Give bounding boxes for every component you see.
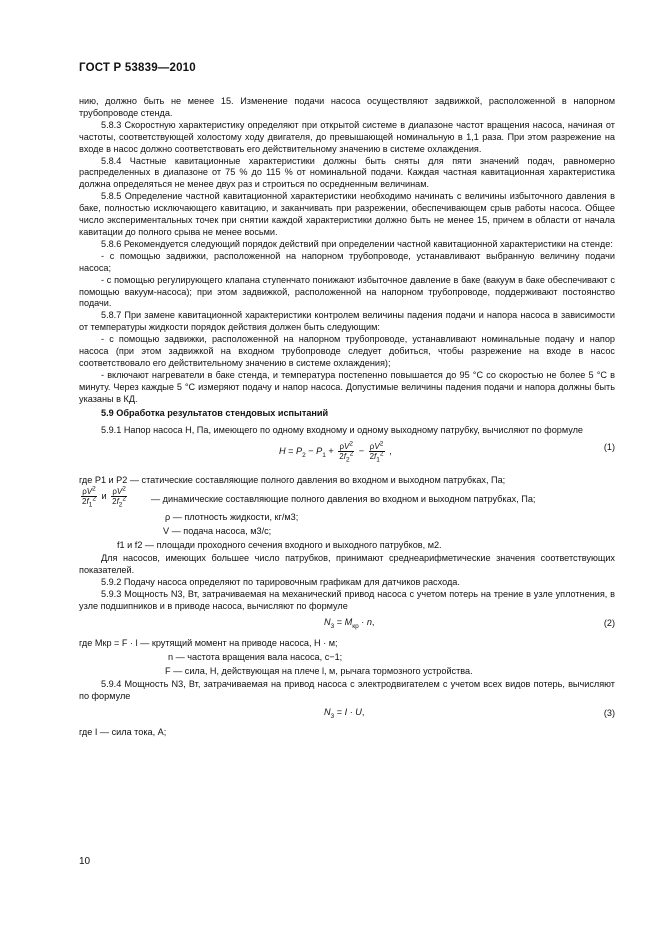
definition-force: F — сила, Н, действующая на плече l, м, рычага тормозного устройства. — [165, 665, 473, 676]
definition-torque: где Mкр = F · l — крутящий момент на приводе насоса, Н · м; — [79, 637, 338, 648]
note-nozzles: Для насосов, имеющих большее число патрубков, принимают среднеарифметические значения соответствующих показателей. — [79, 553, 615, 576]
list-item: - с помощью задвижки, расположенной на напорном трубопроводе, устанавливают номинальные подачу и напор насоса (при этом задвижкой на входном трубопроводе следует добиться, чтобы разрежение на входе в насос соответствовало его действительному значению в системе охлаждения); — [79, 334, 615, 368]
definition-v-row — [79, 525, 615, 539]
formula-2-number: (2) — [603, 617, 615, 628]
formula-3 — [79, 705, 615, 723]
formula-3-number: (3) — [603, 707, 615, 718]
definition-f: f1 и f2 — площади проходного сечения входного и выходного патрубков, м2. — [117, 540, 442, 551]
document-body — [79, 96, 615, 739]
definition-p1-p2: где P1 и P2 — статические составляющие полного давления во входном и выходном патрубках, Па; — [79, 475, 506, 486]
paragraph-5-8-5: 5.8.5 Определение частной кавитационной характеристики необходимо начинать с величины избыточного давления в баке, полностью исключающего кавитацию, и заканчивать при разрежении, обеспечивающем срыв работы насоса. Общее число экспериментальных точек при снятии каждой характеристики должно быть не менее 15, причем в области от начала кавитации до полного срыва не менее восьми. — [79, 191, 615, 237]
paragraph-continuation: нию, должно быть не менее 15. Изменение подачи насоса осуществляют задвижкой, расположенной в напорном трубопроводе стенда. — [79, 96, 615, 118]
formula-2 — [79, 615, 615, 633]
definition-dynamic: — динамические составляющие полного давления во входном и выходном патрубках, Па; — [151, 494, 536, 505]
definition-dynamic-row — [79, 487, 615, 511]
definition-n: n — частота вращения вала насоса, с−1; — [168, 651, 343, 662]
formula-1-definitions — [79, 475, 615, 553]
definition-current: где I — сила тока, А; — [79, 726, 167, 737]
formula-1-number: (1) — [603, 442, 615, 453]
definition-torque-row — [79, 637, 615, 651]
definition-f-row — [79, 539, 615, 553]
definition-n-row — [79, 651, 615, 665]
formula-1-expression: $H = P_2 - P_1$ + $\frac{\rho V^2}{2f_2^2}$ − $\frac{\rho V^2}{2f_1^2}$ , — [279, 440, 392, 464]
definition-rho: ρ — плотность жидкости, кг/м3; — [165, 512, 299, 523]
paragraph-5-8-7: 5.8.7 При замене кавитационной характеристики контролем величины падения подачи и напора насоса в зависимости от температуры жидкости порядок действия должен быть следующим: — [79, 310, 615, 333]
paragraph-5-9-4: 5.9.4 Мощность N3, Вт, затрачиваемая на привод насоса с электродвигателем с учетом всех видов потерь, вычисляют по формуле — [79, 678, 615, 701]
paragraph-5-9-2: 5.9.2 Подачу насоса определяют по тарировочным графикам для датчиков расхода. — [101, 577, 460, 588]
list-item: - включают нагреватели в баке стенда, и температура постепенно повышается до 95 °С со скоростью не более 5 °С в минуту. Через каждые 5 °С измеряют подачу и напор насоса. Допустимые величины падения подачи и напора должны быть указаны в КД. — [79, 369, 615, 404]
paragraph-5-8-4: 5.8.4 Частные кавитационные характеристики должны быть сняты для пяти значений подач, равномерно распределенных в диапазоне от 75 % до 115 % от номинальной подачи. Каждая частная кавитационная характеристика должна определяться не менее двух раз и строиться по осредненным величинам. — [79, 155, 615, 190]
formula-2-definitions — [79, 637, 615, 679]
page-number: 10 — [79, 856, 91, 867]
formula-3-expression: $N_3 = I \cdot U$, — [324, 706, 365, 720]
definition-force-row — [79, 665, 615, 679]
paragraph-5-9-3: 5.9.3 Мощность N3, Вт, затрачиваемая на механический привод насоса с учетом потерь на трение в узле уплотнения, в узле подшипников и в приводе насоса, вычисляют по формуле — [79, 589, 615, 611]
standard-header: ГОСТ Р 53839—2010 — [79, 62, 196, 74]
paragraph-5-8-3: 5.8.3 Скоростную характеристику определяют при открытой системе в диапазоне частот вращения насоса, начиная от частоты, соответствующей холостому ходу двигателя, до превышающей номинальную в 1,1 раза. При этом разрежение на входе в насос должно соответствовать его действительному значению в системе охлаждения. — [79, 119, 615, 154]
list-item: - с помощью задвижки, расположенной на напорном трубопроводе, устанавливают выбранную величину подачи насоса; — [79, 250, 615, 273]
dynamic-fraction-symbols: $\frac{\rho V^2}{2f_1^2}$ и $\frac{\rho V^2}{2f_2^2}$ — [82, 485, 127, 509]
definition-rho-row — [79, 511, 615, 525]
formula-1 — [79, 439, 615, 469]
definition-v: V — подача насоса, м3/с; — [163, 526, 272, 537]
list-item: - с помощью регулирующего клапана ступенчато понижают избыточное давление в баке (вакуум в баке обеспечивают с помощью вакуум-насоса); при этом задвижкой, расположенной на напорном трубопроводе, поддерживают постоянство подачи. — [79, 274, 615, 309]
paragraph-5-8-6: 5.8.6 Рекомендуется следующий порядок действий при определении частной кавитационной характеристики на стенде: — [101, 238, 613, 249]
paragraph-5-9-1: 5.9.1 Напор насоса H, Па, имеющего по одному входному и одному выходному патрубку, вычисляют по формуле — [101, 425, 583, 436]
section-heading-5-9: 5.9 Обработка результатов стендовых испытаний — [101, 407, 329, 418]
formula-2-expression: $N_3 = M_{кр} \cdot n$, — [324, 616, 375, 630]
